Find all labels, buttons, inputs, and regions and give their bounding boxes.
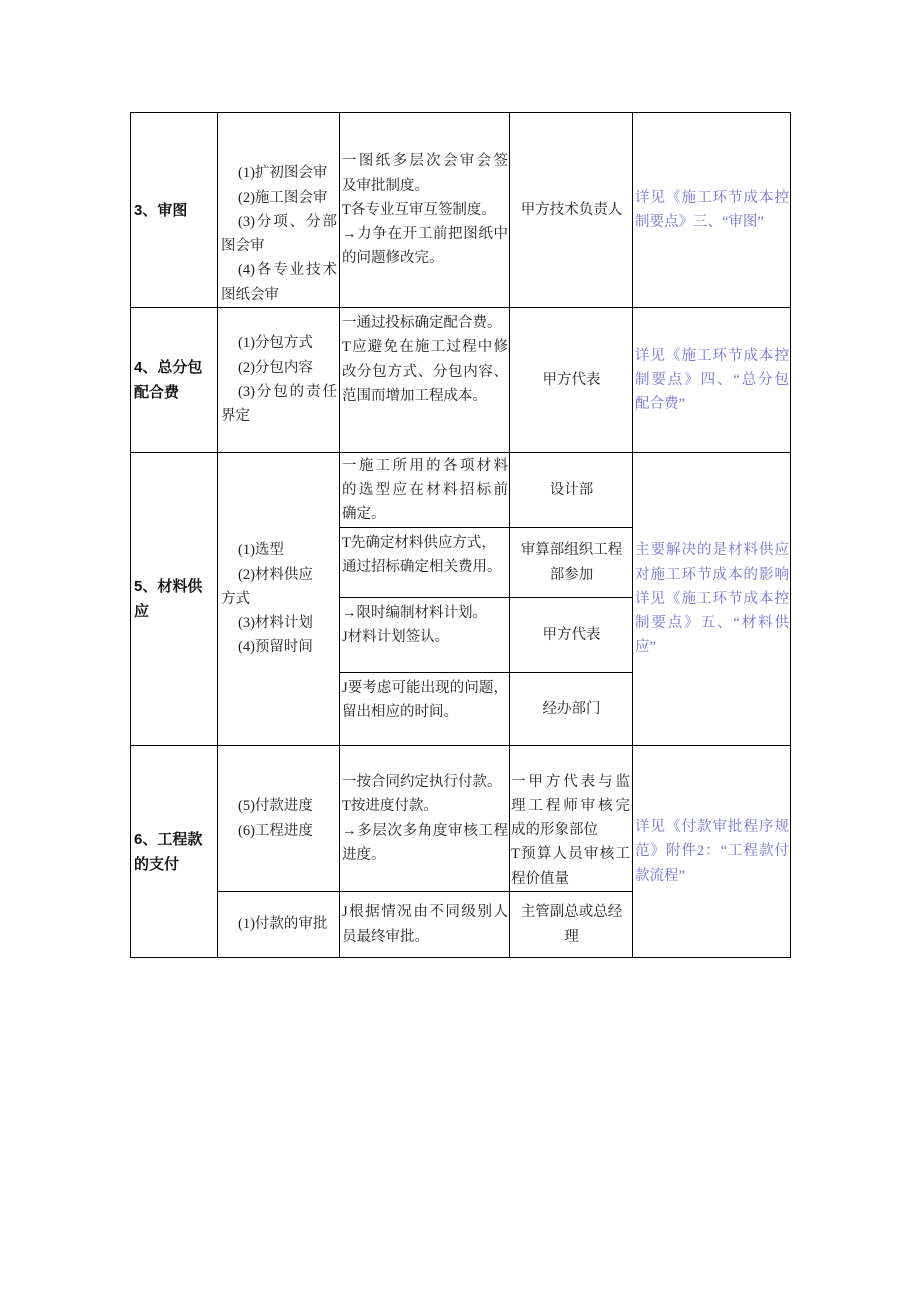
measure-line: 及审批制度。 [342, 177, 429, 194]
measure-line: J根据情况由不同级别人 [342, 904, 508, 921]
measure-line: 员最终审批。 [342, 928, 429, 945]
content-line: (2)施工图会审 [238, 189, 328, 206]
measures-cell [340, 673, 510, 746]
measures-cell [340, 598, 510, 673]
item-cell [131, 308, 218, 453]
measure-line: 一施工所用的各项材料 [342, 457, 508, 474]
reference-cell [633, 308, 791, 453]
reference-line: 制要点》五、“材料供 [635, 615, 789, 632]
item-cell [131, 113, 218, 308]
responsible-line: 甲方技术负责人 [520, 201, 623, 218]
responsible-line: 部参加 [549, 566, 594, 583]
measure-line: →多层次多角度审核工程 [342, 822, 508, 839]
measure-line: 一按合同约定执行付款。 [342, 773, 502, 790]
content-line: 方式 [221, 590, 250, 607]
content-cell [218, 113, 340, 308]
responsible-line: 甲方代表 [542, 626, 601, 643]
measures-cell [340, 528, 510, 598]
measure-line: →力争在开工前把图纸中 [342, 226, 508, 243]
reference-line: 详见《施工环节成本控 [635, 590, 789, 607]
responsible-cell [510, 598, 633, 673]
responsible-cell [510, 892, 633, 958]
measure-line: 范围而增加工程成本。 [342, 387, 487, 404]
measure-line: 确定。 [342, 506, 386, 523]
responsible-line: 程价值量 [511, 870, 569, 887]
content-cell [218, 453, 340, 746]
measure-line: 的选型应在材料招标前 [342, 481, 508, 498]
content-line: (2)分包内容 [238, 359, 313, 376]
measure-line: 留出相应的时间。 [342, 704, 458, 721]
reference-line: 详见《施工环节成本控 [635, 347, 789, 364]
content-line: (1)选型 [238, 542, 284, 559]
responsible-line: T预算人员审核工 [511, 846, 630, 863]
measure-line: 改分包方式、分包内容、 [342, 363, 508, 380]
item-title-line: 3、审图 [134, 201, 188, 219]
measures-cell [340, 746, 510, 892]
content-cell [218, 746, 340, 892]
reference-line: 制要点》四、“总分包 [635, 371, 789, 388]
responsible-cell [510, 453, 633, 528]
content-cell [218, 892, 340, 958]
content-line: (1)扩初图会审 [238, 165, 328, 182]
reference-line: 应” [635, 639, 656, 656]
content-line: 图会审 [221, 238, 265, 255]
row-section-6-step-1 [131, 746, 791, 892]
reference-line: 对施工环节成本的影响 [635, 566, 789, 583]
responsible-cell [510, 113, 633, 308]
measure-line: →限时编制材料计划。 [342, 605, 487, 621]
content-line: (4)各专业技术 [238, 262, 337, 279]
cost-control-table [130, 112, 791, 958]
content-line: 图纸会审 [221, 286, 279, 303]
item-title-line: 6、工程款 [134, 830, 203, 848]
content-line: (2)材料供应 [238, 566, 313, 583]
measure-line: 的问题修改完。 [342, 250, 444, 267]
content-cell [218, 308, 340, 453]
content-line: (1)付款的审批 [238, 916, 328, 933]
measures-cell [340, 113, 510, 308]
measure-line: T按进度付款。 [342, 798, 438, 815]
reference-line: 款流程” [635, 867, 685, 884]
row-section-5-step-1 [131, 453, 791, 528]
reference-line: 详见《施工环节成本控 [635, 189, 789, 206]
content-line: (5)付款进度 [238, 798, 313, 815]
content-line: (4)预留时间 [238, 639, 313, 656]
responsible-line: 甲方代表 [542, 371, 601, 388]
responsible-line: 成的形象部位 [511, 822, 598, 839]
responsible-line: 审算部组织工程 [520, 542, 623, 559]
item-title-line: 4、总分包 [134, 359, 203, 376]
reference-line: 详见《付款审批程序规 [635, 819, 789, 836]
responsible-line: 设计部 [549, 481, 594, 498]
measure-line: T各专业互审互签制度。 [342, 201, 496, 218]
item-title-line: 应 [134, 603, 150, 620]
reference-cell [633, 113, 791, 308]
item-cell [131, 453, 218, 746]
responsible-line: 理 [564, 928, 579, 945]
measures-cell [340, 308, 510, 453]
responsible-cell [510, 746, 633, 892]
row-section-3 [131, 113, 791, 308]
content-line: (3)分项、分部 [238, 213, 337, 230]
reference-cell [633, 746, 791, 958]
measure-line: 一通过投标确定配合费。 [342, 315, 502, 331]
content-line: 界定 [221, 408, 250, 425]
item-cell [131, 746, 218, 958]
content-line: (3)材料计划 [238, 615, 313, 632]
item-title-line: 配合费 [134, 384, 180, 401]
responsible-cell [510, 308, 633, 453]
measure-line: 通过招标确定相关费用。 [342, 559, 502, 576]
measure-line: T应避免在施工过程中修 [342, 339, 508, 356]
measure-line: J要考虑可能出现的问题， [342, 680, 508, 696]
measure-line: J材料计划签认。 [342, 629, 450, 646]
row-section-4 [131, 308, 791, 453]
reference-line: 制要点》三、“审图” [635, 214, 764, 230]
reference-line: 主要解决的是材料供应 [635, 542, 789, 559]
content-line: (6)工程进度 [238, 822, 313, 839]
responsible-line: 理工程师审核完 [511, 797, 630, 814]
measure-line: 一图纸多层次会审会签 [342, 153, 508, 170]
responsible-cell [510, 528, 633, 598]
measures-cell [340, 892, 510, 958]
responsible-cell [510, 673, 633, 746]
responsible-line: 一甲方代表与监 [511, 773, 630, 790]
content-line: (3)分包的责任 [238, 384, 337, 400]
content-line: (1)分包方式 [238, 335, 313, 352]
reference-line: 配合费” [635, 396, 685, 413]
reference-cell [633, 453, 791, 746]
reference-line: 范》附件2：“工程款付 [635, 843, 789, 860]
item-title-line: 的支付 [134, 855, 180, 873]
measures-cell [340, 453, 510, 528]
item-title-line: 5、材料供 [134, 578, 203, 595]
responsible-line: 主管副总或总经 [520, 904, 623, 921]
responsible-line: 经办部门 [542, 700, 601, 717]
measure-line: 进度。 [342, 846, 386, 863]
measure-line: T先确定材料供应方式， [342, 535, 496, 551]
